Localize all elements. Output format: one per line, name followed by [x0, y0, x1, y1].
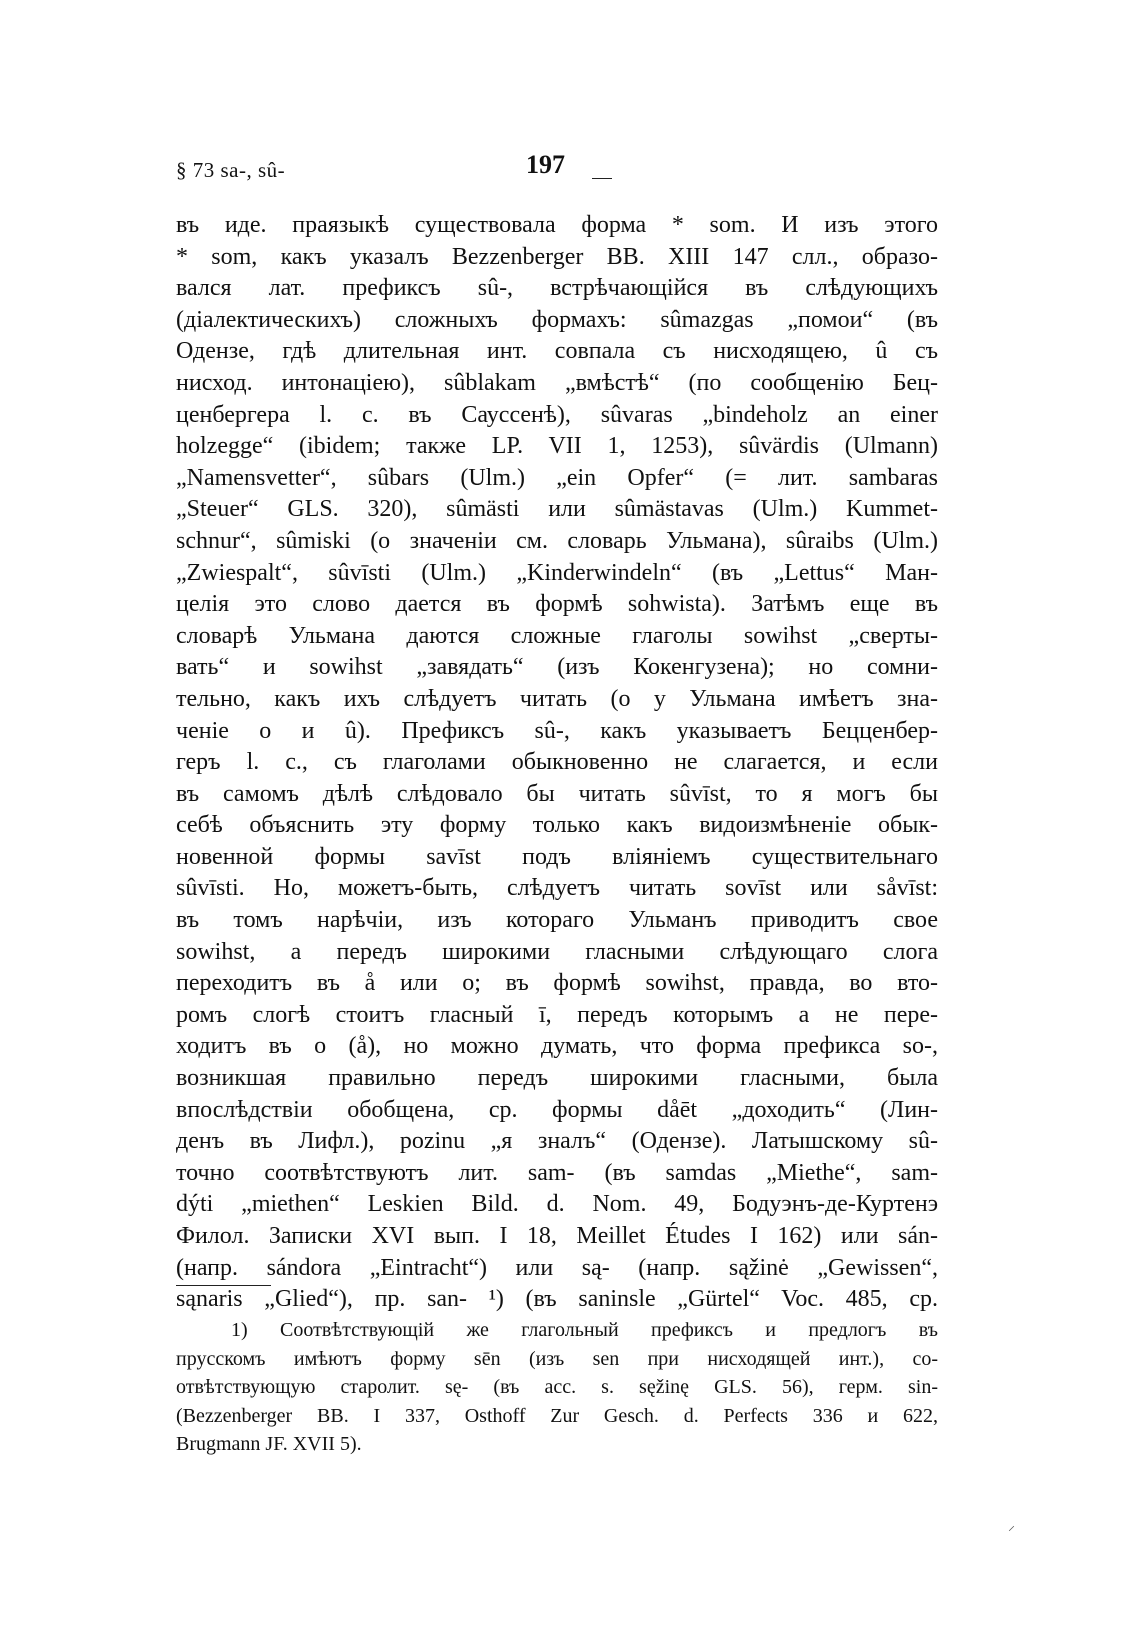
text-line: геръ l. c., съ глаголами обыкновенно не слагается, и если	[176, 749, 938, 776]
text-line: (напр. sándora „Eintracht“) или są- (напр. sąžinė „Gewissen“,	[176, 1254, 938, 1281]
footnote-line: прусскомъ имѣютъ форму sēn (изъ sen при нисходящей инт.), со-	[176, 1347, 938, 1370]
footnotes	[176, 1316, 938, 1459]
footnote-rule	[176, 1285, 271, 1286]
text-line: Филол. Записки XVI вып. I 18, Meillet Études I 162) или sán-	[176, 1223, 938, 1249]
text-line: „Zwiespalt“, sûvīsti (Ulm.) „Kinderwindeln“ (въ „Lettus“ Ман-	[176, 559, 938, 586]
footnote-line: отвѣтствующую старолит. sę- (въ acc. s. sęžinę GLS. 56), герм. sin-	[176, 1376, 938, 1398]
text-line: schnur“, sûmiski (о значеніи см. словарь Ульмана), sûraibs (Ulm.)	[176, 527, 938, 554]
running-head	[176, 150, 938, 190]
text-line: Одензе, гдѣ длительная инт. совпала съ нисходящею, û съ	[176, 338, 938, 365]
scan-speck: ⸝	[1008, 1519, 1015, 1534]
text-line: вать“ и sowihst „завядать“ (изъ Кокенгузена); но сомни-	[176, 654, 938, 681]
page-number: 197	[526, 150, 565, 179]
text-line: въ иде. праязыкѣ существовала форма * som. И изъ этого	[176, 212, 938, 238]
section-reference: § 73 sa-, sû-	[176, 158, 286, 182]
text-line: sowihst, а передъ широкими гласными слѣдующаго слога	[176, 938, 938, 965]
text-line: словарѣ Ульмана даются сложные глаголы sowihst „сверты-	[176, 622, 938, 649]
text-line: въ томъ нарѣчіи, изъ котораго Ульманъ приводитъ свое	[176, 907, 938, 934]
text-line: ченіе о и û). Префиксъ sû-, какъ указываетъ Бецценбер-	[176, 717, 938, 744]
text-line: sąnaris „Glied“), пр. san- ¹) (въ saninsle „Gürtel“ Voc. 485, ср.	[176, 1286, 938, 1313]
text-line: возникшая правильно передъ широкими гласными, была	[176, 1065, 938, 1092]
main-text	[176, 210, 938, 1316]
footnote-line: (Bezzenberger BB. I 337, Osthoff Zur Gesch. d. Perfects 336 и 622,	[176, 1404, 938, 1427]
text-line: holzegge“ (ibidem; также LP. VII 1, 1253), sûvärdis (Ulmann)	[176, 433, 938, 460]
text-line: ходитъ въ o (å), но можно думать, что форма префикса so-,	[176, 1033, 938, 1060]
text-line: * som, какъ указалъ Bezzenberger BB. XIII 147 слл., образо-	[176, 243, 938, 270]
text-line: dýti „miethen“ Leskien Bild. d. Nom. 49, Бодуэнъ-де-Куртенэ	[176, 1191, 938, 1218]
text-line: денъ въ Лифл.), pozinu „я зналъ“ (Одензе). Латышскому sû-	[176, 1128, 938, 1155]
text-line: вался лат. префиксъ sû-, встрѣчающійся въ слѣдующихъ	[176, 275, 938, 302]
text-line: ромъ слогѣ стоитъ гласный ī, передъ которымъ a не пере-	[176, 1001, 938, 1028]
text-line: „Steuer“ GLS. 320), sûmästi или sûmästavas (Ulm.) Kummet-	[176, 496, 938, 523]
text-line: целія это слово дается въ формѣ sohwista). Затѣмъ еще въ	[176, 591, 938, 618]
text-line: переходитъ въ å или o; въ формѣ sowihst, правда, во вто-	[176, 970, 938, 997]
footnote-line: 1) Соотвѣтствующій же глагольный префиксъ и предлогъ въ	[231, 1319, 938, 1341]
text-line: точно соотвѣтствуютъ лит. sam- (въ samdas „Miethe“, sam-	[176, 1159, 938, 1186]
header-dash	[592, 178, 612, 179]
text-line: новенной формы savīst подъ вліяніемъ существительнаго	[176, 843, 938, 870]
text-line: ценбергера l. c. въ Сауссенѣ), sûvaras „bindeholz an einer	[176, 401, 938, 428]
text-line: въ самомъ дѣлѣ слѣдовало бы читать sûvīst, то я могъ бы	[176, 780, 938, 807]
text-line: „Namensvetter“, sûbars (Ulm.) „ein Opfer“ (= лит. sambaras	[176, 464, 938, 491]
text-line: (діалектическихъ) сложныхъ формахъ: sûmazgas „помои“ (въ	[176, 306, 938, 333]
footnote-line: Brugmann JF. XVII 5).	[176, 1433, 362, 1455]
text-line: тельно, какъ ихъ слѣдуетъ читать (о у Ульмана имѣетъ зна-	[176, 685, 938, 712]
text-line: нисход. интонаціею), sûblakam „вмѣстѣ“ (по сообщенію Бец-	[176, 369, 938, 396]
text-line: себѣ объяснить эту форму только какъ видоизмѣненіе обык-	[176, 812, 938, 839]
text-line: sûvīsti. Но, можетъ-быть, слѣдуетъ читать sovīst или såvīst:	[176, 875, 938, 902]
text-line: впослѣдствіи обобщена, ср. формы dåēt „доходить“ (Лин-	[176, 1096, 938, 1123]
